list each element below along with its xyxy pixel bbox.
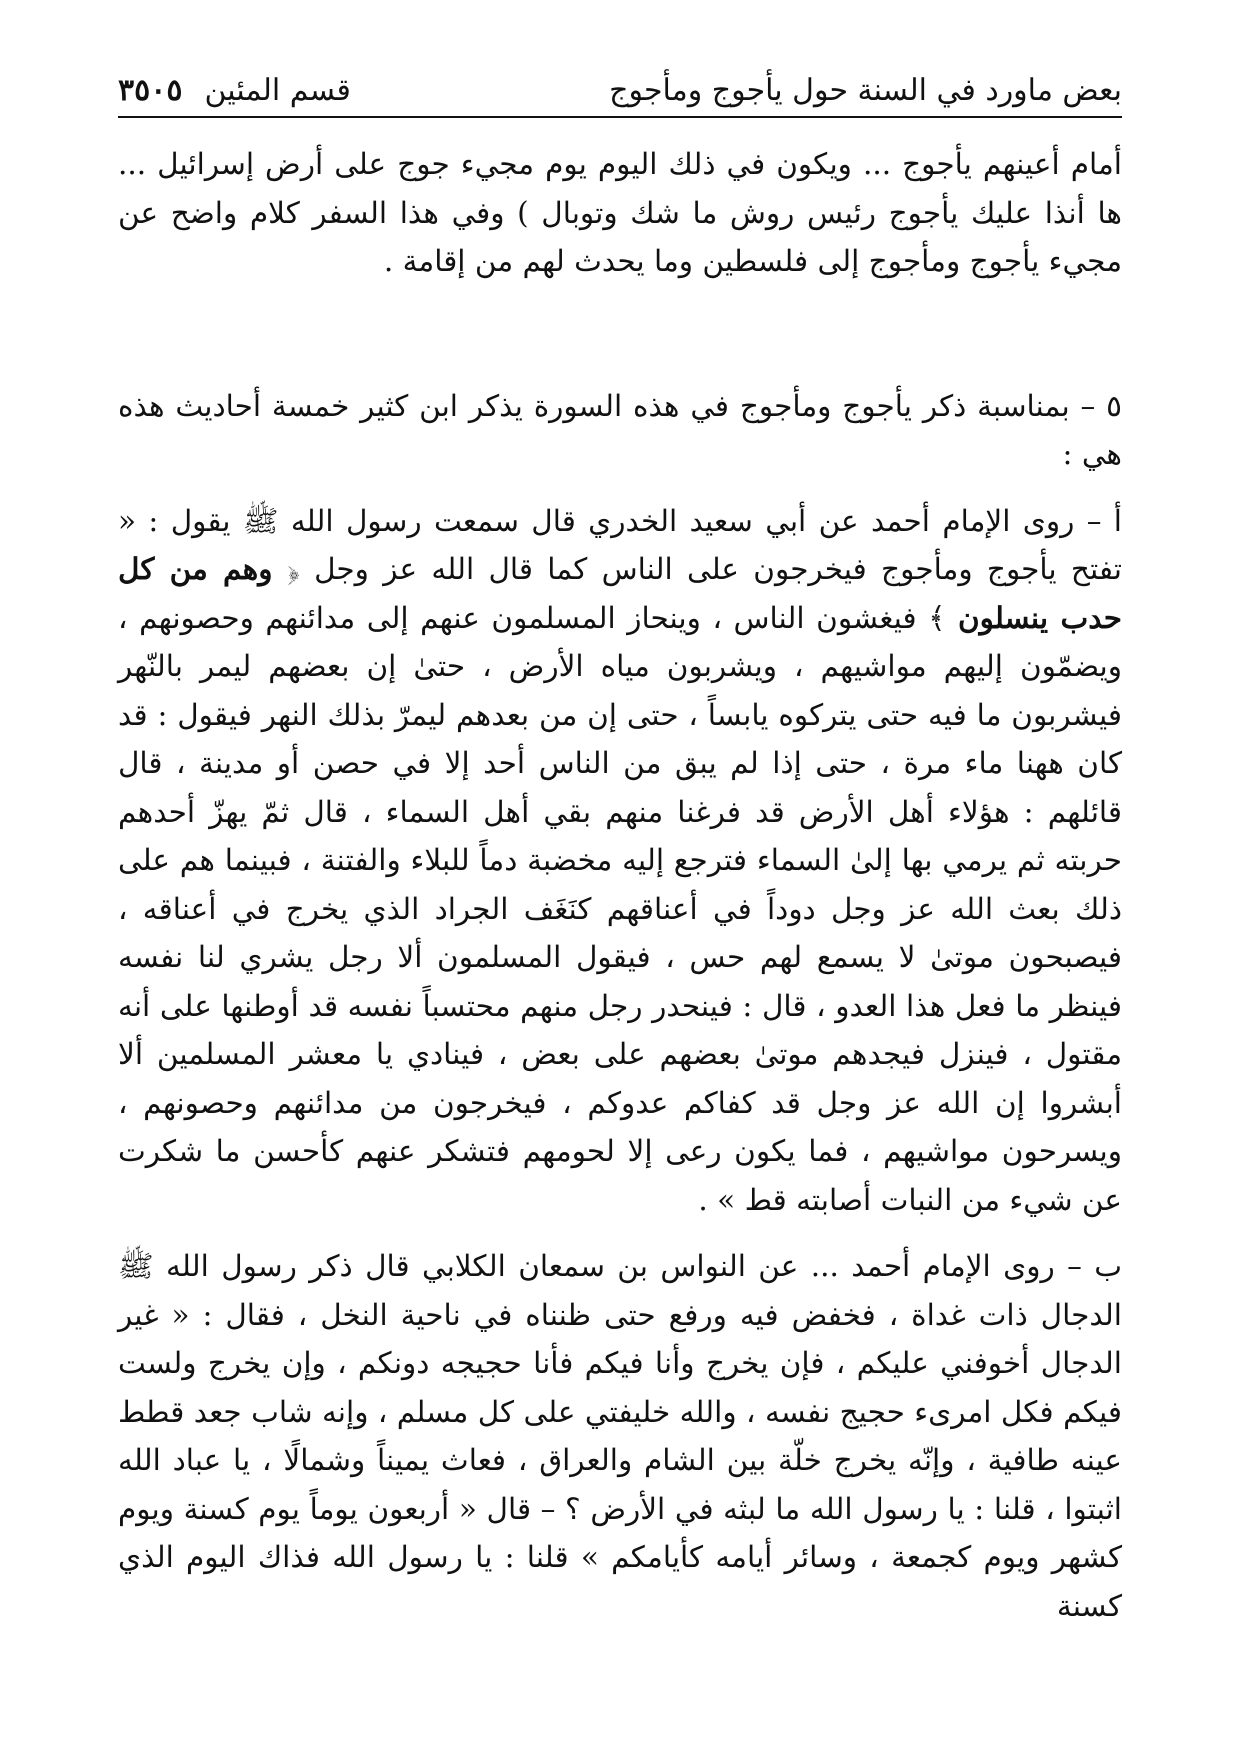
hadith-a-rest: ﴾ فيغشون الناس ، وينحاز المسلمون عنهم إلى مدائنهم وحصونهم ، ويضمّون إليهم مواشيهم ، ويشربون مياه الأرض ، حتىٰ إن بعضهم ليمر بالنّهر فيشربون ما فيه حتى يتركوه يابساً ، حتى إن من بعدهم ليمرّ بذلك النهر فيقول : قد كان ههنا ماء مرة ، حتى إذا لم يبق من الناس أحد إلا في حصن أو مدينة ، قال قائلهم : هؤلاء أهل الأرض قد فرغنا منهم بقي أهل السماء ، قال ثمّ يهزّ أحدهم حربته ثم يرمي بها إلىٰ السماء فترجع إليه مخضبة دماً للبلاء والفتنة ، فبينما هم على ذلك بعث الله عز وجل دوداً في أعناقهم كنَغَف الجراد الذي يخرج في أعناقه ، فيصبحون موتىٰ لا يسمع لهم حس ، فيقول المسلمون ألا رجل يشري لنا نفسه فينظر ما فعل هذا العدو ، قال : فينحدر رجل منهم محتسباً نفسه قد أوطنها على أنه مقتول ، فينزل فيجدهم موتىٰ بعضهم على بعض ، فينادي يا معشر المسلمين ألا أبشروا إن الله عز وجل قد كفاكم عدوكم ، فيخرجون من مدائنهم وحصونهم ، ويسرحون مواشيهم ، فما يكون رعى إلا لحومهم فتشكر عنهم كأحسن ما شكرت عن شيء من النبات أصابته قط » . xyxy=(118,600,1122,1217)
page-body xyxy=(118,140,1122,1630)
hadith-a-start: أ – روى الإمام أحمد عن أبي سعيد الخدري قال سمعت رسول الله ﷺ يقول : « تفتح يأجوج ومأجوج فيخرجون على الناس كما قال الله عز وجل ﴿ xyxy=(118,503,1122,586)
running-title: بعض ماورد في السنة حول يأجوج ومأجوج xyxy=(609,73,1122,108)
paragraph-gap xyxy=(118,479,1122,497)
paragraph-2: ٥ – بمناسبة ذكر يأجوج ومأجوج في هذه السورة يذكر ابن كثير خمسة أحاديث هذه هي : xyxy=(118,388,1122,471)
paragraph-gap xyxy=(118,286,1122,382)
paragraph-gap xyxy=(118,1224,1122,1242)
page-header xyxy=(118,58,1122,118)
paragraph-1: أمام أعينهم يأجوج ... ويكون في ذلك اليوم يوم مجيء جوج على أرض إسرائيل ... ها أنذا عليك يأجوج رئيس روش ما شك وتوبال ) وفي هذا السفر كلام واضح عن مجيء يأجوج ومأجوج إلى فلسطين وما يحدث لهم من إقامة . xyxy=(118,147,1122,278)
paragraph-hadith-a xyxy=(118,497,1122,1225)
section-name: قسم المئين xyxy=(204,73,351,108)
header-meta xyxy=(118,73,351,108)
paragraph-hadith-b: ب – روى الإمام أحمد ... عن النواس بن سمعان الكلابي قال ذكر رسول الله ﷺ الدجال ذات غداة ، فخفض فيه ورفع حتى ظنناه في ناحية النخل ، فقال : « غير الدجال أخوفني عليكم ، فإن يخرج وأنا فيكم فأنا حجيجه دونكم ، وإن يخرج ولست فيكم فكل امرىء حجيج نفسه ، والله خليفتي على كل مسلم ، وإنه شاب جعد قطط عينه طافية ، وإنّه يخرج خلّة بين الشام والعراق ، فعاث يميناً وشمالًا ، يا عباد الله اثبتوا ، قلنا : يا رسول الله ما لبثه في الأرض ؟ – قال « أربعون يوماً يوم كسنة ويوم كشهر ويوم كجمعة ، وسائر أيامه كأيامكم » قلنا : يا رسول الله فذاك اليوم الذي كسنة xyxy=(118,1249,1122,1623)
page-number: ٣٥٠٥ xyxy=(118,73,183,108)
quran-verse: وهم من كل حدب ينسلون xyxy=(118,551,1122,635)
